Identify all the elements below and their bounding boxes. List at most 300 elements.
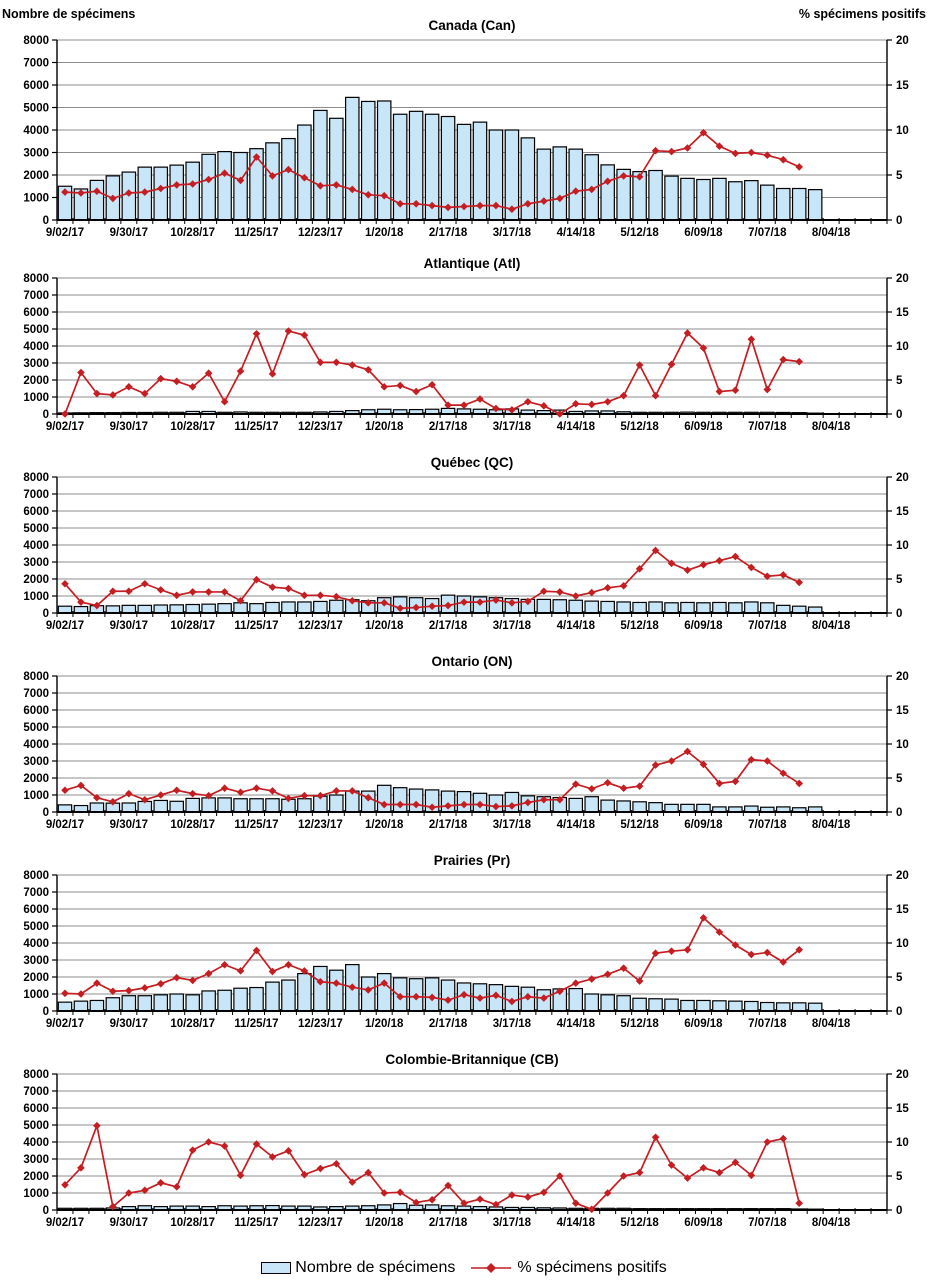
svg-text:1000: 1000	[23, 192, 49, 205]
chart-panel-colombie-britannique	[0, 1048, 928, 1247]
diamond-marker-icon	[748, 335, 756, 343]
gridlines	[57, 278, 887, 397]
diamond-marker-icon	[125, 987, 133, 995]
svg-text:9/30/17: 9/30/17	[109, 421, 148, 433]
diamond-marker-icon	[221, 1142, 229, 1150]
diamond-marker-icon	[173, 378, 181, 386]
x-axis-labels	[46, 620, 851, 632]
svg-text:4000: 4000	[23, 739, 49, 751]
svg-text:8/04/18: 8/04/18	[811, 819, 851, 831]
diamond-marker-icon	[748, 951, 756, 959]
diamond-marker-icon	[486, 1263, 496, 1273]
diamond-marker-icon	[285, 327, 293, 335]
svg-text:9/30/17: 9/30/17	[109, 1018, 148, 1030]
svg-text:2000: 2000	[23, 375, 49, 387]
svg-text:3000: 3000	[23, 955, 49, 967]
diamond-marker-icon	[572, 979, 580, 987]
svg-text:15: 15	[896, 904, 909, 916]
svg-text:6000: 6000	[23, 506, 49, 518]
diamond-marker-icon	[460, 401, 468, 409]
diamond-marker-icon	[285, 961, 293, 969]
diamond-marker-icon	[61, 786, 69, 794]
svg-text:0: 0	[896, 807, 903, 819]
svg-text:10: 10	[896, 739, 909, 751]
diamond-marker-icon	[779, 156, 787, 164]
svg-text:20: 20	[896, 1069, 909, 1081]
svg-text:4000: 4000	[23, 540, 49, 552]
svg-text:5/12/18: 5/12/18	[620, 620, 659, 632]
svg-text:20: 20	[896, 273, 909, 285]
svg-text:3000: 3000	[23, 557, 49, 569]
diamond-marker-icon	[333, 593, 341, 601]
svg-text:0: 0	[896, 608, 903, 620]
diamond-marker-icon	[125, 587, 133, 595]
svg-text:6/09/18: 6/09/18	[684, 1018, 723, 1030]
chart-panel-canada	[0, 4, 928, 252]
diamond-marker-icon	[173, 786, 181, 794]
svg-text:4/14/18: 4/14/18	[556, 421, 595, 433]
positivity-line	[61, 1122, 803, 1213]
diamond-marker-icon	[508, 1191, 516, 1199]
svg-text:5000: 5000	[23, 722, 49, 734]
svg-text:5: 5	[896, 1171, 903, 1183]
diamond-marker-icon	[732, 386, 740, 394]
svg-text:4/14/18: 4/14/18	[556, 227, 595, 239]
svg-text:0: 0	[42, 215, 49, 227]
diamond-marker-icon	[732, 150, 740, 158]
svg-text:8/04/18: 8/04/18	[811, 1018, 851, 1030]
x-axis-labels	[46, 227, 851, 239]
svg-text:8000: 8000	[23, 35, 49, 47]
diamond-marker-icon	[652, 392, 660, 400]
svg-text:10: 10	[896, 540, 909, 552]
svg-text:3/17/18: 3/17/18	[492, 1018, 532, 1030]
svg-text:11/25/17: 11/25/17	[234, 819, 279, 831]
svg-text:6/09/18: 6/09/18	[684, 227, 723, 239]
svg-text:20: 20	[896, 472, 909, 484]
diamond-marker-icon	[572, 592, 580, 600]
svg-text:8000: 8000	[23, 273, 49, 285]
svg-text:6/09/18: 6/09/18	[684, 1217, 723, 1229]
svg-text:0: 0	[896, 1006, 903, 1018]
diamond-marker-icon	[588, 975, 596, 983]
svg-text:2/17/18: 2/17/18	[428, 421, 468, 433]
bars-series	[58, 965, 822, 1011]
diamond-marker-icon	[301, 331, 309, 339]
chart-panel-prairies	[0, 849, 928, 1048]
diamond-marker-icon	[652, 1133, 660, 1141]
svg-text:4000: 4000	[23, 125, 49, 137]
svg-text:10: 10	[896, 341, 909, 353]
right-axis-title: % spécimens positifs	[798, 7, 926, 21]
legend-item-specimens	[261, 1259, 455, 1277]
svg-text:9/02/17: 9/02/17	[45, 1217, 85, 1229]
y-axis-right-labels	[896, 870, 909, 1018]
svg-text:2000: 2000	[23, 1171, 49, 1183]
left-axis-title: Nombre de spécimens	[2, 7, 136, 21]
diamond-marker-icon	[779, 356, 787, 364]
diamond-marker-icon	[779, 571, 787, 579]
svg-text:5000: 5000	[23, 921, 49, 933]
svg-text:5000: 5000	[23, 102, 49, 115]
svg-text:10/28/17: 10/28/17	[170, 421, 216, 433]
svg-text:7000: 7000	[23, 688, 49, 700]
svg-text:11/25/17: 11/25/17	[234, 227, 279, 239]
y-axis-left-labels	[23, 671, 49, 819]
diamond-marker-icon	[333, 787, 341, 795]
svg-text:0: 0	[896, 215, 903, 227]
svg-text:4/14/18: 4/14/18	[556, 819, 595, 831]
svg-text:0: 0	[42, 409, 49, 421]
diamond-marker-icon	[141, 984, 149, 992]
x-axis-labels	[46, 421, 851, 433]
svg-text:9/02/17: 9/02/17	[45, 620, 85, 632]
svg-text:3000: 3000	[23, 358, 49, 370]
prairies-chart-svg	[0, 849, 928, 1043]
diamond-marker-icon	[668, 947, 676, 955]
diamond-marker-icon	[317, 359, 325, 367]
diamond-marker-icon	[684, 566, 692, 574]
diamond-marker-icon	[333, 359, 341, 367]
diamond-marker-icon	[795, 1199, 803, 1207]
diamond-marker-icon	[109, 391, 117, 399]
y-axis-left-labels	[23, 472, 49, 620]
svg-text:0: 0	[42, 1205, 49, 1217]
gridlines	[57, 477, 887, 596]
svg-text:9/30/17: 9/30/17	[109, 819, 148, 831]
diamond-marker-icon	[763, 386, 771, 394]
diamond-marker-icon	[269, 787, 277, 795]
diamond-marker-icon	[748, 149, 756, 157]
svg-text:11/25/17: 11/25/17	[234, 421, 279, 433]
svg-text:1000: 1000	[23, 1188, 49, 1200]
svg-text:1000: 1000	[23, 392, 49, 404]
diamond-marker-icon	[189, 1146, 197, 1154]
diamond-marker-icon	[157, 1179, 165, 1187]
svg-text:2/17/18: 2/17/18	[428, 819, 468, 831]
diamond-marker-icon	[652, 949, 660, 957]
panel-title: Colombie-Britannique (CB)	[385, 1052, 559, 1067]
diamond-marker-icon	[795, 579, 803, 587]
svg-text:2000: 2000	[23, 574, 49, 586]
svg-text:8000: 8000	[23, 1069, 49, 1081]
svg-text:1/20/18: 1/20/18	[365, 620, 404, 632]
diamond-marker-icon	[141, 580, 149, 588]
svg-text:12/23/17: 12/23/17	[298, 1217, 343, 1229]
svg-text:4000: 4000	[23, 938, 49, 950]
diamond-marker-icon	[205, 970, 213, 978]
diamond-marker-icon	[189, 588, 197, 596]
svg-text:7000: 7000	[23, 57, 49, 70]
diamond-marker-icon	[763, 1138, 771, 1146]
chart-panel-atlantique	[0, 252, 928, 451]
svg-text:9/02/17: 9/02/17	[45, 421, 85, 433]
svg-text:0: 0	[42, 1006, 49, 1018]
diamond-marker-icon	[524, 398, 532, 406]
svg-text:6000: 6000	[23, 904, 49, 916]
svg-text:6/09/18: 6/09/18	[684, 620, 723, 632]
svg-text:7/07/18: 7/07/18	[748, 620, 787, 632]
svg-text:15: 15	[896, 506, 909, 518]
svg-text:9/30/17: 9/30/17	[109, 620, 148, 632]
svg-text:8000: 8000	[23, 472, 49, 484]
svg-text:1/20/18: 1/20/18	[365, 819, 404, 831]
panel-title: Ontario (ON)	[431, 654, 513, 669]
svg-text:12/23/17: 12/23/17	[298, 1018, 343, 1030]
svg-text:3/17/18: 3/17/18	[492, 1217, 532, 1229]
svg-text:6/09/18: 6/09/18	[684, 421, 723, 433]
svg-text:7/07/18: 7/07/18	[748, 819, 787, 831]
panel-title: Canada (Can)	[428, 18, 516, 33]
diamond-marker-icon	[396, 382, 404, 390]
svg-text:2/17/18: 2/17/18	[428, 620, 468, 632]
diamond-marker-icon	[317, 592, 325, 600]
svg-text:10: 10	[896, 938, 909, 950]
svg-text:9/02/17: 9/02/17	[45, 227, 85, 239]
svg-text:1000: 1000	[23, 989, 49, 1001]
svg-text:10/28/17: 10/28/17	[170, 1018, 216, 1030]
panel-title: Prairies (Pr)	[433, 853, 511, 868]
svg-text:10: 10	[896, 125, 909, 137]
svg-text:6000: 6000	[23, 705, 49, 717]
x-axis-labels	[46, 1217, 851, 1229]
diamond-marker-icon	[572, 1199, 580, 1207]
svg-text:1000: 1000	[23, 591, 49, 603]
svg-text:4/14/18: 4/14/18	[556, 1217, 595, 1229]
diamond-marker-icon	[189, 790, 197, 798]
svg-text:5: 5	[896, 170, 903, 182]
svg-text:15: 15	[896, 1103, 909, 1115]
diamond-marker-icon	[668, 361, 676, 369]
y-axis-right-labels	[896, 671, 909, 819]
svg-text:8000: 8000	[23, 870, 49, 882]
positivity-line	[61, 327, 803, 418]
svg-text:5: 5	[896, 375, 903, 387]
legend-bar-swatch	[261, 1262, 291, 1274]
svg-text:6/09/18: 6/09/18	[684, 819, 723, 831]
svg-text:0: 0	[896, 409, 903, 421]
chart-panel-quebec	[0, 451, 928, 650]
svg-text:0: 0	[896, 1205, 903, 1217]
svg-text:2000: 2000	[23, 170, 49, 182]
diamond-marker-icon	[716, 557, 724, 565]
diamond-marker-icon	[476, 395, 484, 403]
diamond-marker-icon	[93, 1122, 101, 1130]
diamond-marker-icon	[221, 398, 229, 406]
svg-text:20: 20	[896, 870, 909, 882]
diamond-marker-icon	[556, 588, 564, 596]
svg-text:6000: 6000	[23, 1103, 49, 1115]
svg-text:7000: 7000	[23, 1086, 49, 1098]
x-axis-labels	[46, 819, 851, 831]
diamond-marker-icon	[348, 361, 356, 369]
svg-text:7000: 7000	[23, 290, 49, 302]
diamond-marker-icon	[588, 589, 596, 597]
diamond-marker-icon	[237, 367, 245, 375]
svg-text:20: 20	[896, 35, 909, 47]
y-axis-left-labels	[23, 870, 49, 1018]
diamond-marker-icon	[221, 588, 229, 596]
svg-text:0: 0	[42, 807, 49, 819]
legend-line-label: % spécimens positifs	[517, 1259, 667, 1276]
svg-text:7000: 7000	[23, 489, 49, 501]
diamond-marker-icon	[253, 784, 261, 792]
diamond-marker-icon	[61, 410, 69, 418]
colombie-britannique-chart-svg	[0, 1048, 928, 1242]
diamond-marker-icon	[157, 980, 165, 988]
svg-text:2/17/18: 2/17/18	[428, 1217, 468, 1229]
legend-item-positivity	[469, 1259, 666, 1277]
svg-text:4/14/18: 4/14/18	[556, 1018, 595, 1030]
svg-text:8/04/18: 8/04/18	[811, 227, 851, 239]
svg-text:11/25/17: 11/25/17	[234, 1018, 279, 1030]
diamond-marker-icon	[763, 949, 771, 957]
svg-text:10/28/17: 10/28/17	[170, 1217, 216, 1229]
diamond-marker-icon	[668, 757, 676, 765]
svg-text:6000: 6000	[23, 80, 49, 92]
svg-text:3/17/18: 3/17/18	[492, 819, 532, 831]
svg-text:3000: 3000	[23, 1154, 49, 1166]
gridlines	[57, 875, 887, 994]
svg-text:10/28/17: 10/28/17	[170, 819, 216, 831]
svg-text:2000: 2000	[23, 972, 49, 984]
y-axis-left-labels	[23, 1069, 49, 1217]
diamond-marker-icon	[636, 1169, 644, 1177]
svg-text:1/20/18: 1/20/18	[365, 227, 404, 239]
svg-text:1/20/18: 1/20/18	[365, 1217, 404, 1229]
svg-text:11/25/17: 11/25/17	[234, 1217, 279, 1229]
diamond-marker-icon	[301, 592, 309, 600]
diamond-marker-icon	[668, 148, 676, 156]
diamond-marker-icon	[157, 791, 165, 799]
diamond-marker-icon	[221, 784, 229, 792]
atlantique-chart-svg	[0, 252, 928, 446]
diamond-marker-icon	[412, 388, 420, 396]
svg-text:5/12/18: 5/12/18	[620, 1018, 659, 1030]
svg-text:1/20/18: 1/20/18	[365, 421, 404, 433]
svg-text:12/23/17: 12/23/17	[298, 227, 343, 239]
diamond-marker-icon	[588, 401, 596, 409]
svg-text:10: 10	[896, 1137, 909, 1149]
svg-text:5: 5	[896, 773, 903, 785]
diamond-marker-icon	[205, 1138, 213, 1146]
diamond-marker-icon	[540, 402, 548, 410]
diamond-marker-icon	[125, 790, 133, 798]
svg-text:7/07/18: 7/07/18	[748, 421, 787, 433]
diamond-marker-icon	[604, 398, 612, 406]
y-axis-right-labels	[896, 35, 909, 227]
svg-text:5: 5	[896, 574, 903, 586]
svg-text:15: 15	[896, 705, 909, 717]
svg-text:2/17/18: 2/17/18	[428, 227, 468, 239]
chart-legend	[0, 1249, 928, 1287]
svg-text:3/17/18: 3/17/18	[492, 227, 532, 239]
svg-text:20: 20	[896, 671, 909, 683]
diamond-marker-icon	[476, 1195, 484, 1203]
diamond-marker-icon	[795, 163, 803, 171]
diamond-marker-icon	[620, 784, 628, 792]
svg-text:7/07/18: 7/07/18	[748, 1018, 787, 1030]
diamond-marker-icon	[317, 1165, 325, 1173]
diamond-marker-icon	[125, 383, 133, 391]
svg-text:9/30/17: 9/30/17	[109, 1217, 148, 1229]
svg-text:5000: 5000	[23, 523, 49, 535]
svg-text:3/17/18: 3/17/18	[492, 620, 532, 632]
svg-text:15: 15	[896, 80, 909, 92]
diamond-marker-icon	[173, 974, 181, 982]
bars-series	[58, 785, 822, 812]
bars-series	[58, 97, 822, 220]
diamond-marker-icon	[269, 583, 277, 591]
quebec-chart-svg	[0, 451, 928, 645]
ontario-chart-svg	[0, 650, 928, 844]
svg-text:5/12/18: 5/12/18	[620, 227, 659, 239]
y-axis-left-labels	[23, 35, 49, 227]
svg-text:8/04/18: 8/04/18	[811, 1217, 851, 1229]
svg-text:9/02/17: 9/02/17	[45, 1018, 85, 1030]
diamond-marker-icon	[779, 1135, 787, 1143]
svg-text:5000: 5000	[23, 1120, 49, 1132]
svg-text:8/04/18: 8/04/18	[811, 421, 851, 433]
diamond-marker-icon	[157, 586, 165, 594]
svg-text:3000: 3000	[23, 756, 49, 768]
diamond-marker-icon	[205, 588, 213, 596]
svg-text:5/12/18: 5/12/18	[620, 819, 659, 831]
svg-text:3000: 3000	[23, 147, 49, 160]
svg-text:5: 5	[896, 972, 903, 984]
diamond-marker-icon	[588, 785, 596, 793]
diamond-marker-icon	[189, 977, 197, 985]
diamond-marker-icon	[684, 946, 692, 954]
legend-line-marker	[469, 1261, 513, 1275]
diamond-marker-icon	[221, 961, 229, 969]
gridlines	[57, 676, 887, 795]
svg-text:4/14/18: 4/14/18	[556, 620, 595, 632]
legend-bar-label: Nombre de spécimens	[295, 1259, 456, 1276]
svg-text:9/30/17: 9/30/17	[109, 227, 148, 239]
svg-text:1000: 1000	[23, 790, 49, 802]
svg-text:7000: 7000	[23, 887, 49, 899]
diamond-marker-icon	[620, 392, 628, 400]
diamond-marker-icon	[173, 592, 181, 600]
diamond-marker-icon	[173, 1183, 181, 1191]
svg-text:4000: 4000	[23, 1137, 49, 1149]
svg-text:4000: 4000	[23, 341, 49, 353]
diamond-marker-icon	[652, 147, 660, 155]
panel-title: Québec (QC)	[430, 455, 514, 470]
y-axis-right-labels	[896, 472, 909, 620]
svg-text:7/07/18: 7/07/18	[748, 227, 787, 239]
svg-text:15: 15	[896, 307, 909, 319]
diamond-marker-icon	[716, 388, 724, 396]
svg-text:2/17/18: 2/17/18	[428, 1018, 468, 1030]
svg-text:5/12/18: 5/12/18	[620, 421, 659, 433]
diamond-marker-icon	[604, 779, 612, 787]
bars-series	[58, 595, 822, 613]
svg-text:0: 0	[42, 608, 49, 620]
y-axis-right-labels	[896, 273, 909, 421]
svg-text:10/28/17: 10/28/17	[170, 227, 216, 239]
diamond-marker-icon	[604, 584, 612, 592]
diamond-marker-icon	[636, 361, 644, 369]
svg-text:12/23/17: 12/23/17	[298, 620, 343, 632]
svg-text:11/25/17: 11/25/17	[234, 620, 279, 632]
y-axis-left-labels	[23, 273, 49, 421]
svg-text:6000: 6000	[23, 307, 49, 319]
svg-text:1/20/18: 1/20/18	[365, 1018, 404, 1030]
diamond-marker-icon	[269, 370, 277, 378]
x-axis-labels	[46, 1018, 851, 1030]
